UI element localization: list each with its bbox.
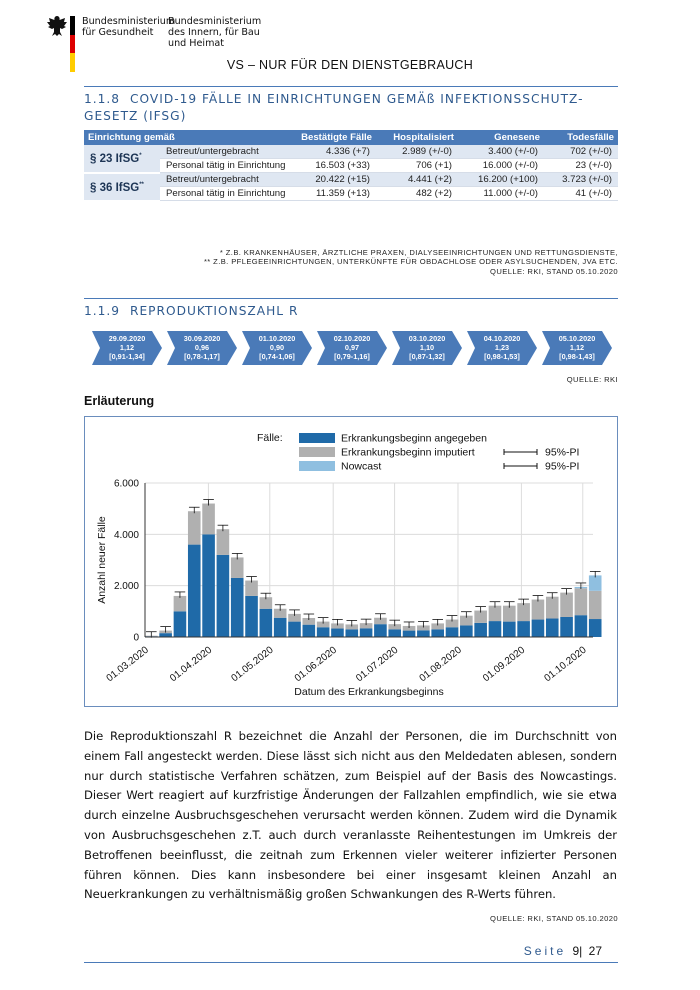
cell-genesene: 16.200 (+100): [458, 173, 544, 187]
r-interval: [0,91-1,34]: [109, 352, 145, 361]
bar-segment: [589, 591, 602, 619]
table-row: [84, 145, 618, 159]
cell-hospitalisiert: 482 (+2): [376, 187, 458, 201]
bar-segment: [388, 629, 401, 637]
r-interval: [0,74-1,06]: [259, 352, 295, 361]
bar-segment: [403, 631, 416, 637]
bar-segment: [260, 609, 273, 637]
legend-pi-label: 95%-PI: [545, 460, 580, 473]
bottom-source: QUELLE: RKI, STAND 05.10.2020: [490, 914, 618, 923]
col-header-hospitalisiert: Hospitalisiert: [376, 130, 458, 145]
legend-swatch: [299, 461, 335, 471]
bar-segment: [288, 622, 301, 637]
bar-segment: [274, 618, 287, 637]
col-header-genesene: Genesene: [458, 130, 544, 145]
r-date: 05.10.2020: [558, 334, 596, 343]
bar-segment: [174, 596, 187, 611]
bar-segment: [417, 630, 430, 637]
table-footnotes: [204, 248, 618, 276]
bar-segment: [188, 545, 201, 637]
col-header-einrichtung: Einrichtung gemäß: [84, 130, 292, 145]
r-value: 1,12: [119, 343, 135, 352]
legend-title: Fälle:: [257, 432, 283, 444]
x-tick-label: 01.08.2020: [417, 644, 464, 685]
x-tick-label: 01.04.2020: [168, 644, 215, 685]
bar-segment: [345, 629, 358, 637]
group-label-23: § 23 IfSG*: [84, 145, 160, 173]
bar-segment: [174, 611, 187, 637]
r-source: QUELLE: RKI: [566, 375, 618, 384]
table-header-row: [84, 130, 618, 145]
bar-segment: [546, 597, 559, 619]
bar-segment: [202, 504, 215, 535]
bar-segment: [202, 534, 215, 637]
cell-bestaetigt: 16.503 (+33): [292, 159, 376, 173]
ifsg-cases-table: [84, 130, 618, 202]
bar-segment: [474, 623, 487, 637]
table-row: [84, 187, 618, 201]
row-category: Betreut/untergebracht: [160, 145, 292, 159]
y-tick-label: 0: [133, 632, 139, 644]
r-value: 0,96: [194, 343, 210, 352]
r-value-box: [542, 331, 612, 365]
y-tick-label: 4.000: [113, 529, 139, 541]
table-row: [84, 159, 618, 173]
legend-label: Nowcast: [341, 460, 382, 473]
footer-rule: [84, 962, 618, 963]
bar-segment: [517, 603, 530, 621]
bar-segment: [589, 575, 602, 590]
r-value-box: [242, 331, 312, 365]
bar-segment: [575, 615, 588, 637]
r-value: 1,23: [494, 343, 510, 352]
bar-segment: [431, 629, 444, 637]
r-date: 02.10.2020: [333, 334, 371, 343]
r-value: 0,90: [269, 343, 285, 352]
cell-hospitalisiert: 706 (+1): [376, 159, 458, 173]
cell-bestaetigt: 11.359 (+13): [292, 187, 376, 201]
col-header-todesfaelle: Todesfälle: [544, 130, 618, 145]
cell-genesene: 11.000 (+/-0): [458, 187, 544, 201]
r-date: 04.10.2020: [483, 334, 521, 343]
row-category: Personal tätig in Einrichtung: [160, 187, 292, 201]
r-interval: [0,87-1,32]: [409, 352, 445, 361]
legend-pi-label: 95%-PI: [545, 446, 580, 459]
y-axis-label: Anzahl neuer Fälle: [96, 516, 108, 604]
col-header-bestaetigt: Bestätigte Fälle: [292, 130, 376, 145]
bar-segment: [560, 593, 573, 617]
bar-segment: [503, 622, 516, 637]
bar-segment: [532, 620, 545, 637]
cell-todesfaelle: 41 (+/-0): [544, 187, 618, 201]
x-tick-label: 01.05.2020: [229, 644, 276, 685]
x-tick-label: 01.03.2020: [104, 644, 151, 685]
r-date: 01.10.2020: [258, 334, 296, 343]
ministry-health-name: Bundesministerium für Gesundheit: [82, 16, 176, 38]
classification-label: VS – NUR FÜR DEN DIENSTGEBRAUCH: [226, 58, 474, 72]
r-value: 1,10: [419, 343, 435, 352]
bar-segment: [231, 578, 244, 637]
epicurve-chart: [84, 416, 618, 707]
r-date: 30.09.2020: [183, 334, 221, 343]
bar-segment: [317, 627, 330, 637]
r-interval: [0,79-1,16]: [334, 352, 370, 361]
cell-hospitalisiert: 2.989 (+/-0): [376, 145, 458, 159]
r-date: 29.09.2020: [108, 334, 146, 343]
cell-todesfaelle: 702 (+/-0): [544, 145, 618, 159]
bar-segment: [245, 596, 258, 637]
footnote-1: * Z.B. KRANKENHÄUSER, ÄRZTLICHE PRAXEN, DIALYSEEINRICHTUNGEN UND RETTUNGSDIENSTE,: [219, 248, 618, 257]
section-118-title: 1.1.8 COVID-19 FÄLLE IN EINRICHTUNGEN GEMÄß INFEKTIONSSCHUTZ- GESETZ (IFSG): [84, 92, 584, 123]
bar-segment: [489, 606, 502, 621]
y-tick-label: 6.000: [113, 478, 139, 490]
bar-segment: [546, 619, 559, 637]
x-tick-label: 01.09.2020: [481, 644, 528, 685]
federal-eagle-icon: [46, 14, 68, 43]
bar-segment: [446, 627, 459, 637]
bar-segment: [460, 625, 473, 637]
row-category: Personal tätig in Einrichtung: [160, 159, 292, 173]
r-value-box: [317, 331, 387, 365]
page-number: Seite 9| 27: [523, 944, 602, 958]
y-tick-label: 2.000: [113, 581, 139, 593]
explanation-heading: Erläuterung: [84, 394, 155, 408]
section-rule: [84, 298, 618, 299]
ministry-interior-name: Bundesministerium des Innern, für Bau und Heimat: [168, 16, 262, 49]
cell-genesene: 3.400 (+/-0): [458, 145, 544, 159]
table-row: [84, 173, 618, 187]
bar-segment: [159, 633, 172, 637]
bar-segment: [575, 588, 588, 615]
legend-label: Erkrankungsbeginn imputiert: [341, 446, 475, 459]
bar-segment: [517, 621, 530, 637]
bar-segment: [303, 625, 316, 637]
bar-segment: [245, 581, 258, 596]
bar-segment: [374, 624, 387, 637]
cell-bestaetigt: 20.422 (+15): [292, 173, 376, 187]
r-value: 1,12: [569, 343, 585, 352]
bar-segment: [231, 557, 244, 578]
cell-genesene: 16.000 (+/-0): [458, 159, 544, 173]
r-value-box: [467, 331, 537, 365]
footnote-2: ** Z.B. PFLEGEEINRICHTUNGEN, UNTERKÜNFTE FÜR OBDACHLOSE ODER ASYLSUCHENDEN, JVA ETC.: [203, 257, 618, 267]
group-label-36: § 36 IfSG**: [84, 173, 160, 201]
explanation-paragraph: Die Reproduktionszahl R bezeichnet die Anzahl der Personen, die im Durchschnitt von einem Fall angesteckt werden. Diese lässt sich nicht aus den Meldedaten ablesen, sondern nur durch statistische Verfahren schätzen, zum Beispiel auf der Basis des Nowcastings. Dieser Wert reagiert auf kurzfristige Änderungen der Fallzahlen empfindlich, wie sie etwa durch einzelne Ausbruchsgeschehen verursacht werden können. Zudem wird die Dynamik von Ausbruchsgeschehen z.T. auch durch veranlasste Reihentestungen im Umkreis der Betroffenen beeinflusst, die zeitnah zum Erkennen vieler weiterer infizierter Personen führen können. Dies kann insbesondere bei einer insgesamt kleinen Anzahl an Neuerkrankungen zu verhältnismäßig großen Schwankungen des R-Werts führen.: [84, 729, 617, 902]
x-axis-label: Datum des Erkrankungsbeginns: [294, 686, 444, 698]
cell-hospitalisiert: 4.441 (+2): [376, 173, 458, 187]
legend-label: Erkrankungsbeginn angegeben: [341, 432, 487, 445]
x-tick-label: 01.07.2020: [354, 644, 401, 685]
r-value-box: [92, 331, 162, 365]
section-119-title: 1.1.9 REPRODUKTIONSZAHL R: [84, 304, 299, 318]
r-value-box: [167, 331, 237, 365]
cell-todesfaelle: 3.723 (+/-0): [544, 173, 618, 187]
x-tick-label: 01.06.2020: [292, 644, 340, 685]
table-source: QUELLE: RKI, STAND 05.10.2020: [490, 266, 618, 276]
legend-swatch: [299, 447, 335, 457]
bar-segment: [532, 600, 545, 620]
r-interval: [0,78-1,17]: [184, 352, 220, 361]
r-value: 0,97: [344, 343, 360, 352]
cell-todesfaelle: 23 (+/-0): [544, 159, 618, 173]
bar-segment: [217, 555, 230, 637]
bar-segment: [331, 629, 344, 637]
bar-segment: [360, 628, 373, 637]
bar-segment: [217, 529, 230, 555]
bar-segment: [503, 606, 516, 622]
bar-segment: [589, 619, 602, 637]
bar-segment: [560, 617, 573, 637]
r-interval: [0,98-1,43]: [559, 352, 595, 361]
row-category: Betreut/untergebracht: [160, 173, 292, 187]
bar-segment: [188, 511, 201, 544]
section-rule: [84, 86, 618, 87]
x-tick-label: 01.10.2020: [542, 644, 589, 685]
r-date: 03.10.2020: [408, 334, 446, 343]
bar-segment: [489, 621, 502, 637]
r-value-box: [392, 331, 462, 365]
cell-bestaetigt: 4.336 (+7): [292, 145, 376, 159]
legend-swatch: [299, 433, 335, 443]
r-interval: [0,98-1,53]: [484, 352, 520, 361]
